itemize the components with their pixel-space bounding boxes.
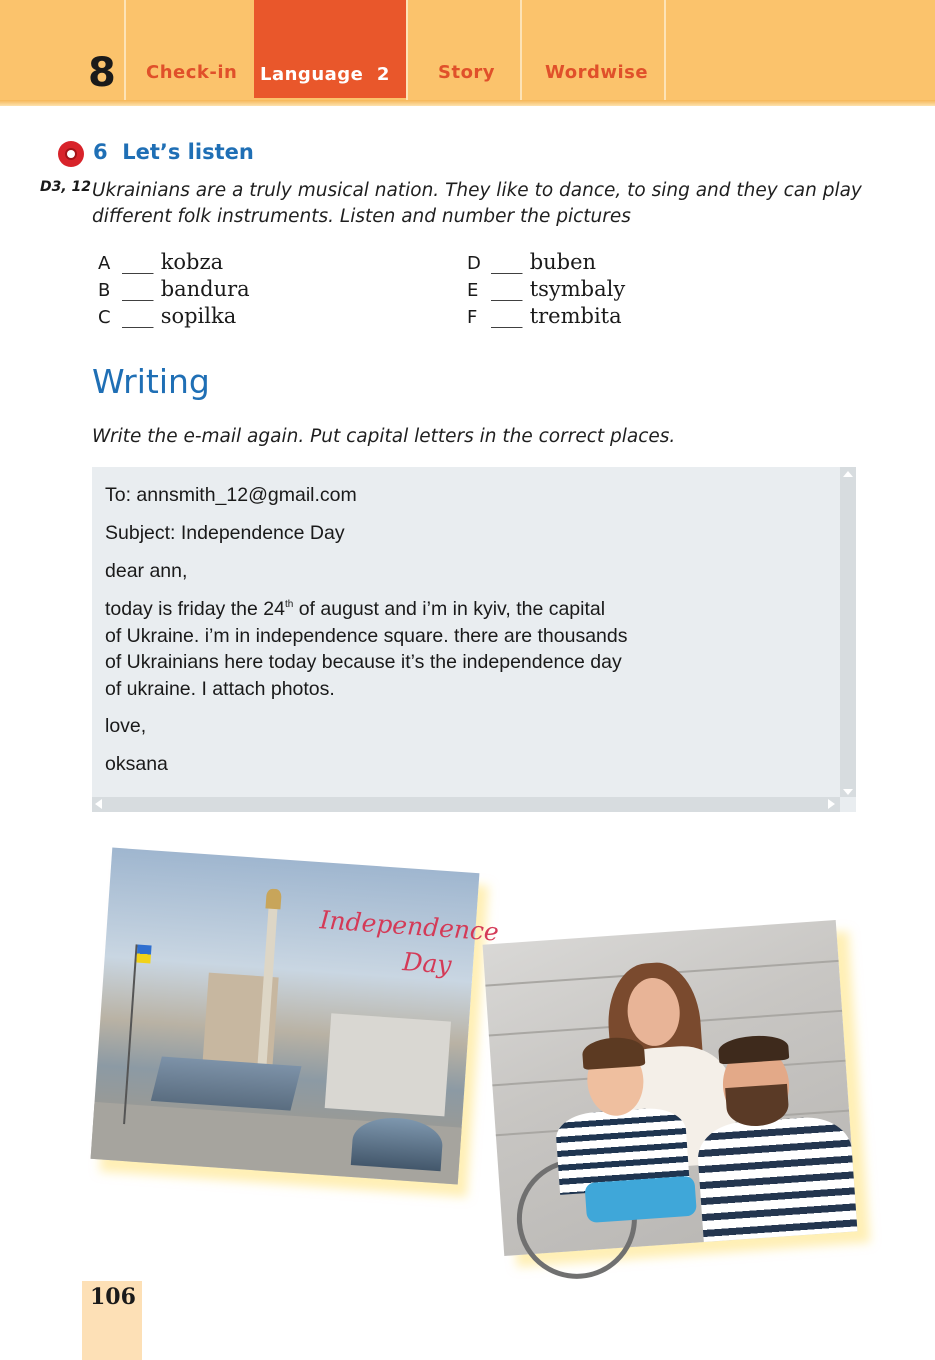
tab-divider <box>124 0 126 100</box>
email-subject: Subject: Independence Day <box>105 522 345 544</box>
email-body-line: of Ukrainians here today because it’s the independence day <box>105 651 622 673</box>
email-greeting: dear ann, <box>105 560 188 582</box>
vertical-scrollbar[interactable] <box>840 467 856 797</box>
tab-language-2-label: Language 2 <box>260 64 390 85</box>
photo-person-hair <box>581 1036 645 1070</box>
answer-blank[interactable]: ___ <box>122 277 154 301</box>
instrument-item-e <box>467 277 625 303</box>
page-number: 106 <box>90 1284 136 1310</box>
item-letter: A <box>98 253 111 274</box>
item-word: kobza <box>160 250 224 274</box>
answer-blank[interactable]: ___ <box>491 250 523 274</box>
photo-family <box>483 920 858 1256</box>
header-divider <box>0 100 935 106</box>
email-body-line: of Ukraine. i’m in independence square. there are thousands <box>105 624 628 647</box>
photo-glass-dome <box>351 1115 444 1171</box>
tab-check-in[interactable]: Check-in <box>146 62 238 83</box>
instrument-item-a <box>98 250 223 276</box>
instrument-item-c <box>98 304 236 330</box>
photo-person-body <box>696 1115 858 1242</box>
ordinal-suffix: th <box>284 599 294 610</box>
email-to: To: annsmith_12@gmail.com <box>105 484 357 506</box>
exercise-instruction: Ukrainians are a truly musical nation. They like to dance, to sing and they can play different folk instruments. Listen and number the pictures <box>92 180 862 227</box>
scroll-left-icon[interactable] <box>95 799 102 809</box>
instrument-item-d <box>467 250 596 276</box>
photo-independence-square <box>91 848 500 1185</box>
email-body-text: today is friday the 24 <box>105 598 285 620</box>
email-body-line <box>105 596 605 623</box>
photo-building <box>325 1013 451 1116</box>
item-word: tsymbaly <box>529 277 626 301</box>
photo-flag-pole <box>123 944 138 1124</box>
scroll-up-icon[interactable] <box>843 471 853 477</box>
item-letter: D <box>467 253 481 274</box>
photo-glass-dome <box>151 1057 302 1111</box>
writing-instruction: Write the e-mail again. Put capital letters in the correct places. <box>92 426 676 447</box>
tab-story[interactable]: Story <box>438 62 496 83</box>
tab-divider <box>520 0 522 100</box>
answer-blank[interactable]: ___ <box>122 304 154 328</box>
item-letter: C <box>98 307 111 328</box>
photo-person-legs <box>584 1176 697 1224</box>
item-letter: F <box>467 307 478 328</box>
item-word: bandura <box>160 277 250 301</box>
email-body-line: of ukraine. I attach photos. <box>105 677 335 700</box>
item-letter: E <box>467 280 479 301</box>
tab-divider <box>406 0 408 100</box>
tab-wordwise[interactable]: Wordwise <box>545 62 649 83</box>
photo-caption <box>316 902 500 984</box>
answer-blank[interactable]: ___ <box>491 277 523 301</box>
instrument-item-b <box>98 277 250 303</box>
horizontal-scrollbar[interactable] <box>92 797 840 812</box>
section-title-writing: Writing <box>92 362 210 401</box>
email-closing: love, <box>105 715 147 737</box>
scroll-right-icon[interactable] <box>828 799 835 809</box>
tab-language-2[interactable] <box>254 0 406 98</box>
item-word: trembita <box>529 304 622 328</box>
email-body-text: of august and i’m in kyiv, the capital <box>293 598 606 620</box>
photo-person-hair <box>718 1034 790 1065</box>
audio-cd-icon[interactable] <box>58 141 84 167</box>
email-signature: oksana <box>105 753 168 775</box>
photo-caption-line: Independence <box>318 905 500 947</box>
photo-caption-line: Day <box>401 947 453 980</box>
unit-number: 8 <box>88 50 116 96</box>
ukraine-flag-icon <box>136 945 151 964</box>
photo-statue <box>265 888 281 909</box>
instrument-item-f <box>467 304 622 330</box>
answer-blank[interactable]: ___ <box>122 250 154 274</box>
item-word: buben <box>529 250 597 274</box>
answer-blank[interactable]: ___ <box>491 304 523 328</box>
scroll-down-icon[interactable] <box>843 789 853 795</box>
item-word: sopilka <box>160 304 237 328</box>
audio-track-label: D3, 12 <box>40 179 92 195</box>
exercise-title: 6 Let’s listen <box>93 140 254 164</box>
tab-divider <box>664 0 666 100</box>
item-letter: B <box>98 280 111 301</box>
